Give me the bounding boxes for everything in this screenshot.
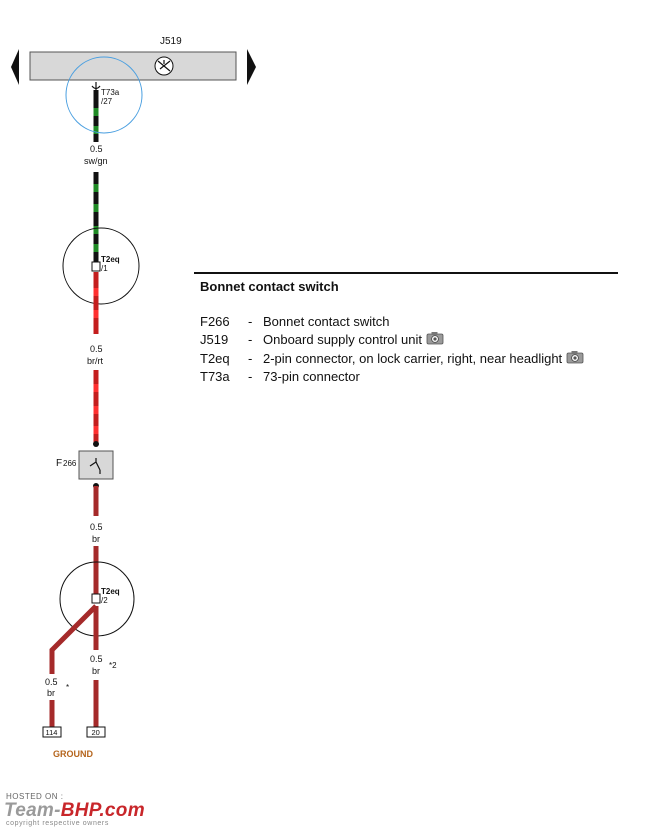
camera-icon[interactable] (566, 350, 584, 367)
legend-dash: - (248, 313, 253, 329)
watermark-hosted: HOSTED ON : (6, 792, 64, 801)
legend-item (200, 368, 618, 387)
connector-t2eq-2-pin: /2 (101, 596, 108, 605)
legend-desc: 2-pin connector, on lock carrier, right, near headlight (263, 350, 563, 366)
control-unit-label: J519 (160, 36, 182, 47)
legend-panel (194, 272, 618, 386)
legend-title: Bonnet contact switch (200, 279, 339, 294)
watermark-brand-part2: BHP (60, 800, 100, 821)
connector-t2eq-1-label: T2eq (101, 255, 120, 264)
legend-dash: - (248, 369, 253, 385)
watermark-brand (4, 800, 145, 822)
legend-code: F266 (200, 313, 230, 329)
terminal-114[interactable] (43, 727, 61, 737)
legend-code: T73a (200, 369, 230, 385)
control-unit-j519[interactable] (11, 36, 256, 85)
legend-item (200, 312, 618, 331)
connector-t2eq-1[interactable] (63, 228, 139, 304)
legend-code: T2eq (200, 350, 230, 366)
legend-desc: Bonnet contact switch (263, 313, 390, 329)
terminal-20-label: 20 (91, 728, 100, 737)
connector-t73a-pin: /27 (101, 97, 113, 106)
legend-code: J519 (200, 332, 229, 348)
wire-br-left-note: * (66, 683, 70, 692)
wire-br-rt-size: 0.5 (90, 344, 103, 354)
legend-desc: Onboard supply control unit (263, 332, 422, 348)
wire-br-right-note: *2 (109, 661, 117, 670)
watermark-sub: copyright respective owners (6, 820, 109, 827)
legend-item (200, 331, 618, 350)
legend-desc: 73-pin connector (263, 369, 360, 385)
wire-sw-gn-color: sw/gn (84, 156, 108, 166)
wire-sw-gn-size: 0.5 (90, 144, 103, 154)
wire-br-1-color: br (92, 534, 101, 544)
terminal-114-label: 114 (45, 728, 58, 737)
watermark-brand-part3: .com (99, 800, 145, 821)
legend-item (200, 349, 618, 368)
scroll-right-arrow-icon[interactable] (247, 49, 256, 85)
legend-dash: - (248, 332, 253, 348)
watermark (4, 790, 204, 830)
watermark-brand-part1: Team- (4, 800, 61, 821)
connector-t73a-label: T73a (101, 88, 120, 97)
terminal-20[interactable] (87, 727, 105, 737)
wire-br-right-size: 0.5 (90, 654, 103, 664)
wire-br-left-size: 0.5 (45, 677, 58, 687)
wire-br-right-color: br (92, 666, 101, 676)
connector-t2eq-1-pin: /1 (101, 264, 108, 273)
legend-list (200, 312, 618, 386)
switch-label: F (56, 458, 63, 469)
switch-label-sub: 266 (63, 459, 77, 468)
ground-label: GROUND (53, 749, 93, 759)
bonnet-contact-switch-f266[interactable] (56, 441, 113, 489)
connector-t2eq-2-label: T2eq (101, 587, 120, 596)
wire-br-left[interactable] (52, 606, 96, 728)
scroll-left-arrow-icon[interactable] (11, 49, 19, 85)
camera-icon[interactable] (426, 331, 444, 348)
wire-br-rt-color: br/rt (87, 356, 104, 366)
wire-br-left-color: br (47, 688, 56, 698)
legend-dash: - (248, 350, 253, 366)
wire-br-1-size: 0.5 (90, 522, 103, 532)
